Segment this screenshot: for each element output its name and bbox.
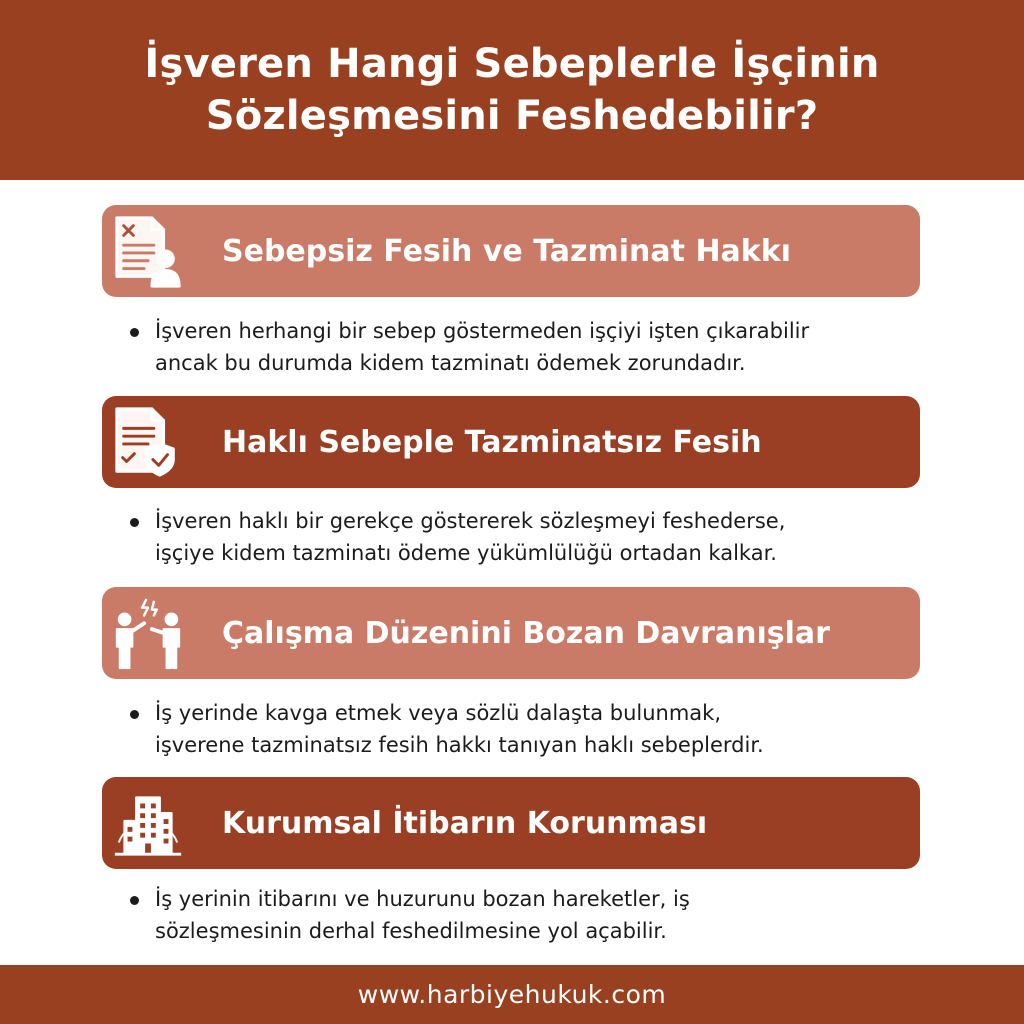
- section-title: Sebepsiz Fesih ve Tazminat Hakkı: [222, 233, 791, 269]
- page-title-line-2: Sözleşmesini Feshedebilir?: [205, 93, 819, 139]
- bullet-dot: [130, 518, 139, 527]
- document-shield-check-icon: [102, 396, 194, 488]
- people-conflict-icon: [102, 587, 194, 679]
- section-2-bullet: [130, 505, 960, 569]
- header-banner: [0, 0, 1024, 180]
- section-calisma-duzeni: [102, 587, 920, 679]
- section-3-bullet: [130, 697, 960, 761]
- website-link[interactable]: www.harbiyehukuk.com: [357, 980, 667, 1009]
- bullet-dot: [130, 710, 139, 719]
- section-1-bullet: [130, 315, 960, 379]
- bullet-text: İş yerinde kavga etmek veya sözlü dalaşta bulunmak, işverene tazminatsız fesih hakkı tanıyan haklı sebeplerdir.: [155, 701, 764, 757]
- section-kurumsal-itibar: [102, 777, 920, 869]
- section-4-bullet: [130, 883, 960, 947]
- corporate-building-icon: [102, 777, 194, 869]
- bullet-dot: [130, 328, 139, 337]
- footer-banner: [0, 965, 1024, 1024]
- section-hakli-sebep: [102, 396, 920, 488]
- section-title: Çalışma Düzenini Bozan Davranışlar: [222, 615, 830, 651]
- section-title: Kurumsal İtibarın Korunması: [222, 805, 708, 841]
- section-sebepsiz-fesih: [102, 205, 920, 297]
- bullet-text: İşveren herhangi bir sebep göstermeden işçiyi işten çıkarabilir ancak bu durumda kidem tazminatı ödemek zorundadır.: [155, 319, 810, 375]
- page-title-line-1: İşveren Hangi Sebeplerle İşçinin: [144, 41, 880, 87]
- bullet-text: İşveren haklı bir gerekçe göstererek sözleşmeyi feshederse, işçiye kidem tazminatı ödeme yükümlülüğü ortadan kalkar.: [155, 509, 786, 565]
- section-title: Haklı Sebeple Tazminatsız Fesih: [222, 424, 762, 460]
- document-x-person-icon: [102, 205, 194, 297]
- bullet-text: İş yerinin itibarını ve huzurunu bozan hareketler, iş sözleşmesinin derhal feshedilmesine yol açabilir.: [155, 887, 690, 943]
- bullet-dot: [130, 896, 139, 905]
